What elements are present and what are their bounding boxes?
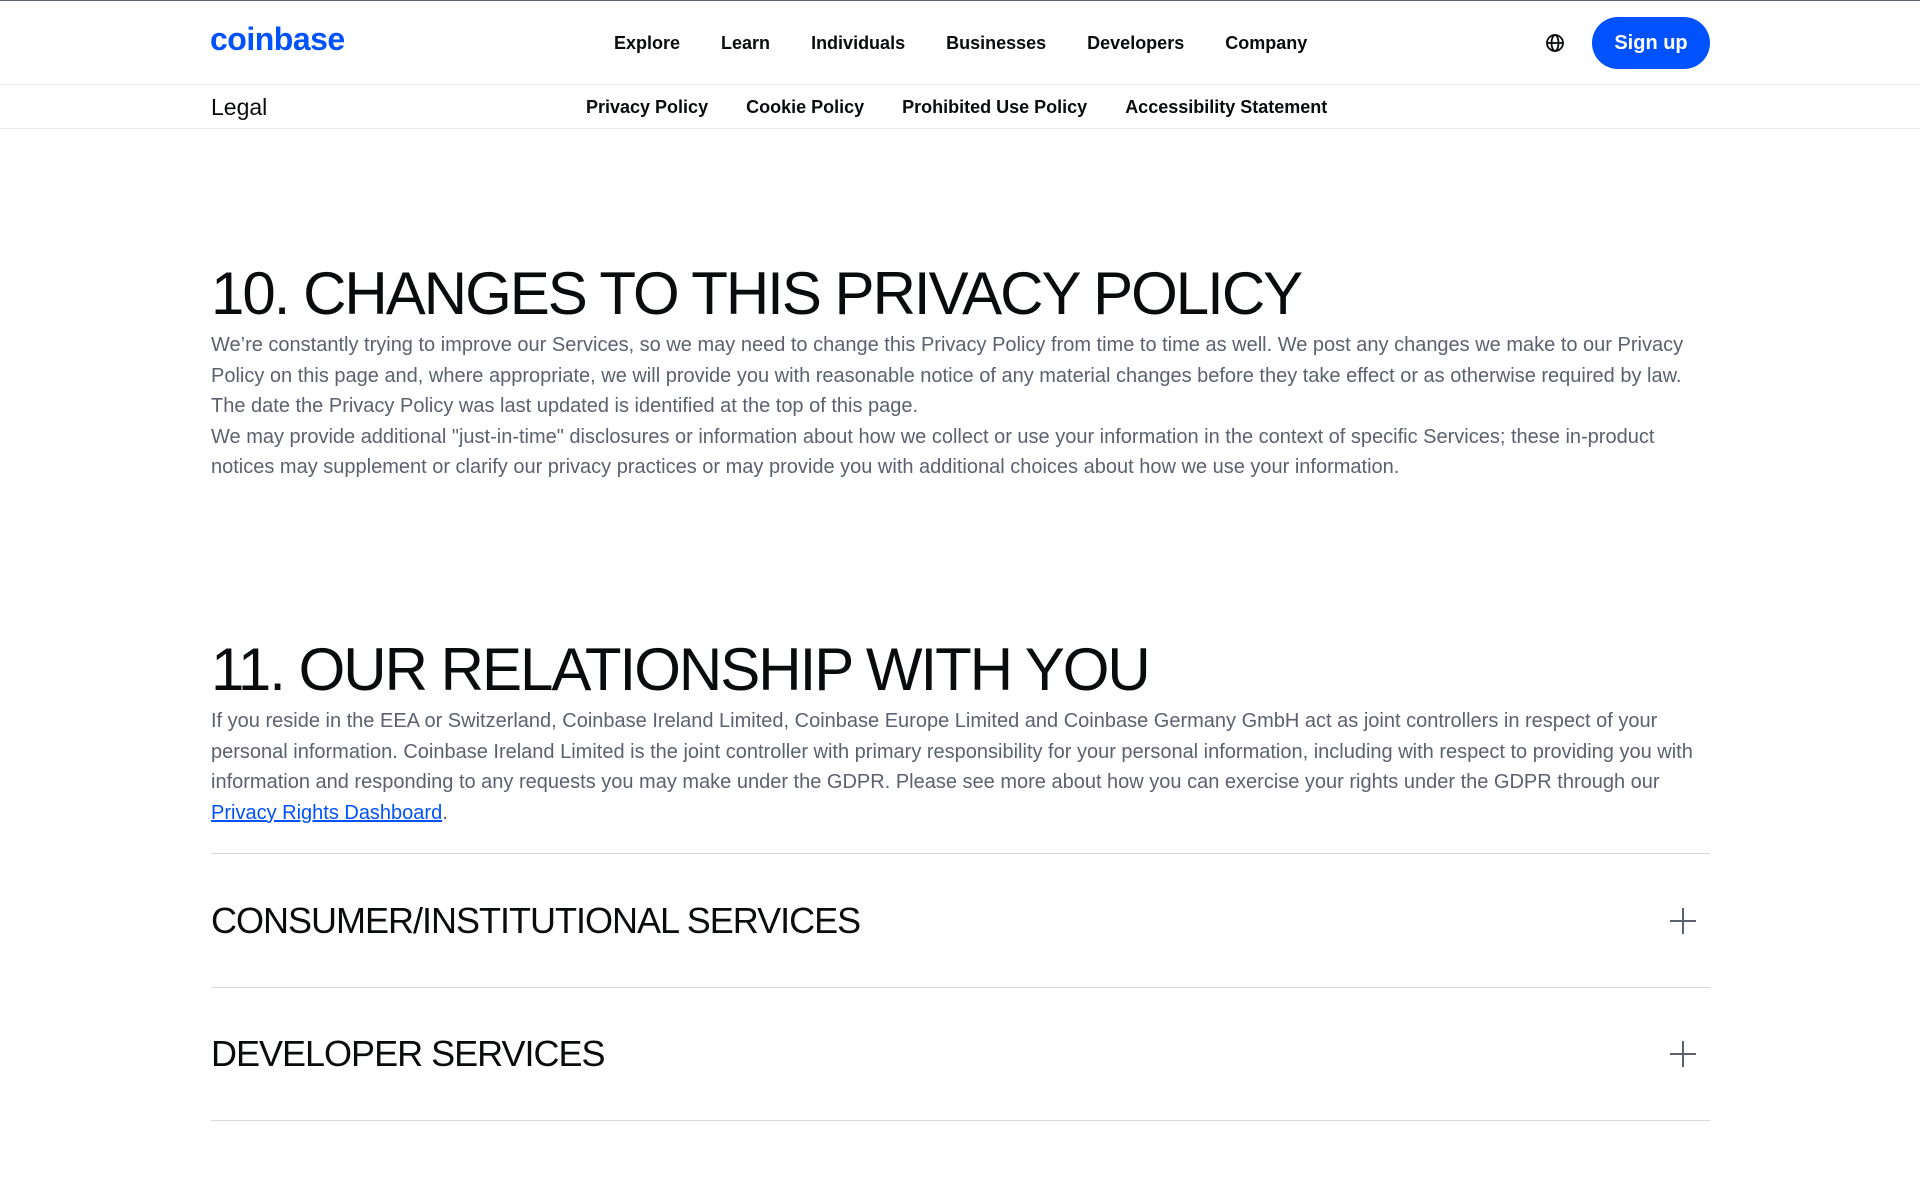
subnav-prohibited-use-policy[interactable]: Prohibited Use Policy [902,96,1088,117]
section-11-heading: 11. OUR RELATIONSHIP WITH YOU [211,636,1149,703]
services-accordion [211,853,1710,1121]
section-10 [211,260,1711,483]
nav-explore[interactable]: Explore [614,32,681,53]
site-header [0,1,1920,85]
subnav-accessibility-statement[interactable]: Accessibility Statement [1125,96,1328,117]
legal-title[interactable]: Legal [211,94,268,120]
accordion-developer-services[interactable] [211,987,1710,1121]
section-11-text: If you reside in the EEA or Switzerland, Coinbase Ireland Limited, Coinbase Europe Limited and Coinbase Germany GmbH act as joint controllers in respect of your personal information. Coinbase Ireland Limited is the joint controller with primary responsibility for your personal information, including with respect to providing you with information and responding to any requests you may make under the GDPR. Please see more about how you can exercise your rights under the GDPR through our [211,710,1693,793]
nav-businesses[interactable]: Businesses [946,32,1047,53]
section-11-text-end: . [442,801,448,824]
legal-links [586,85,1365,129]
section-11-paragraph [211,706,1711,828]
nav-developers[interactable]: Developers [1087,32,1185,53]
main-nav [614,1,1348,85]
subnav-privacy-policy[interactable]: Privacy Policy [586,96,709,117]
plus-icon[interactable] [1670,908,1696,934]
privacy-rights-dashboard-link[interactable]: Privacy Rights Dashboard [211,801,443,824]
section-11 [211,636,1711,828]
plus-icon[interactable] [1670,1041,1696,1067]
subnav-cookie-policy[interactable]: Cookie Policy [746,96,865,117]
nav-learn[interactable]: Learn [721,32,771,53]
section-10-heading: 10. CHANGES TO THIS PRIVACY POLICY [211,260,1302,327]
coinbase-logo[interactable]: coinbase [210,21,345,57]
sign-up-button[interactable]: Sign up [1592,17,1710,69]
section-10-paragraph-2: We may provide additional "just-in-time" disclosures or information about how we collect or use your information in the context of specific Services; these in-product notices may supplement or clarify our privacy practices or may provide you with additional choices about how we use your information. [211,425,1655,478]
accordion-consumer-institutional[interactable] [211,853,1710,987]
nav-individuals[interactable]: Individuals [811,32,906,53]
accordion-title: CONSUMER/INSTITUTIONAL SERVICES [211,899,861,941]
accordion-title: DEVELOPER SERVICES [211,1033,605,1074]
nav-company[interactable]: Company [1225,32,1308,53]
section-10-paragraph-1: We’re constantly trying to improve our Services, so we may need to change this Privacy Policy from time to time as well. We post any changes we make to our Privacy Policy on this page and, where appropriate, we will provide you with reasonable notice of any material changes before they take effect or as otherwise required by law. The date the Privacy Policy was last updated is identified at the top of this page. [211,334,1684,417]
globe-icon[interactable] [1545,33,1565,53]
legal-subnav [0,85,1920,129]
